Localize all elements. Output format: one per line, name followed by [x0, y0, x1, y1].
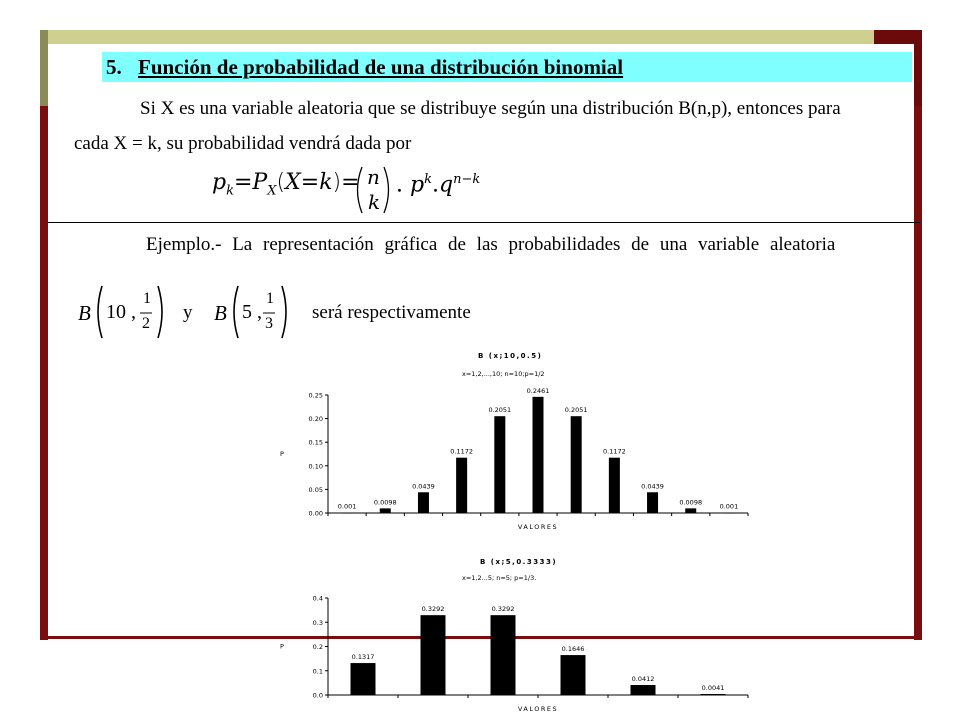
chart2-data-label: 0.1317: [351, 653, 375, 662]
chart1-bar: [342, 513, 353, 514]
chart1-y-tick-label: 0.05: [308, 485, 323, 494]
chart2-y-tick-label: 0.1: [312, 667, 323, 676]
binomial-k: k: [368, 190, 381, 214]
chart1-data-label: 0.2461: [526, 386, 550, 395]
dist2-numerator: 1: [266, 290, 274, 307]
chart1-data-label: 0.0098: [373, 498, 397, 507]
chart1-data-label: 0.0098: [679, 498, 703, 507]
example-tail: será respectivamente: [312, 302, 471, 323]
chart1-bar: [418, 492, 429, 513]
intro-line-2: cada X = k, su probabilidad vendrá dada por: [74, 133, 412, 154]
chart1-y-tick-label: 0.15: [308, 438, 323, 447]
chart2-y-tick-label: 0.3: [312, 618, 323, 627]
dist2-denominator: 3: [265, 315, 273, 332]
chart1-bar: [685, 508, 696, 513]
dist2-n: 5 ,: [242, 301, 262, 323]
formula-sub-X: X: [267, 183, 277, 199]
chart1-bar: [647, 492, 658, 513]
chart2-y-tick-label: 0.2: [312, 643, 323, 651]
chart2-bar: [561, 655, 586, 695]
chart1-data-label: 0.001: [719, 502, 739, 511]
formula-eq2: =: [300, 170, 320, 195]
chart1-y-tick-label: 0.10: [308, 462, 323, 471]
chart2-data-label: 0.3292: [491, 605, 515, 614]
section-title: Función de probabilidad de una distribución binomial: [138, 55, 624, 79]
dist1-numerator: 1: [143, 290, 151, 307]
dist1-right-paren: [158, 286, 162, 338]
formula-p2: p: [410, 172, 425, 198]
chart1-bar: [380, 508, 391, 513]
formula-eq1: =: [233, 170, 253, 195]
chart2-y-axis-label: P: [280, 642, 284, 651]
chart2-data-label: 0.0412: [631, 675, 655, 684]
chart1-subtitle: x=1,2,...,10; n=10;p=1/2: [462, 370, 545, 378]
formula-exp-k: k: [424, 172, 432, 187]
chart1-title: B (x;10,0.5): [478, 352, 543, 360]
slide-frame-left: [40, 30, 48, 640]
binomial-left-paren: [358, 167, 363, 213]
dist2-B: B: [214, 301, 227, 325]
formula-P: P: [252, 170, 268, 195]
binomial-right-paren: [384, 167, 389, 213]
chart2-data-label: 0.1646: [561, 645, 585, 654]
slide-frame-corner-right-edge: [914, 30, 922, 106]
chart1-data-label: 0.2051: [488, 406, 512, 415]
chart1-y-axis-label: P: [280, 450, 284, 458]
formula-exp-nk: n−k: [453, 172, 481, 187]
binomial-formula: [212, 170, 360, 198]
chart2-data-label: 0.3292: [421, 605, 445, 614]
chart1-y-tick-label: 0.00: [308, 509, 323, 518]
formula-rparen: ): [332, 170, 342, 195]
divider-line: [48, 222, 920, 223]
chart2-subtitle: x=1,2...5; n=5; p=1/3.: [462, 574, 537, 582]
formula-X: X: [285, 170, 301, 195]
chart1-y-tick-label: 0.25: [308, 391, 323, 400]
dist1-left-paren: [98, 286, 102, 338]
dist2-right-paren: [282, 286, 286, 338]
chart2-bar: [701, 694, 726, 695]
chart1-bar: [533, 397, 544, 513]
chart1-data-label: 0.1172: [450, 447, 474, 456]
formula-q: q: [438, 172, 454, 198]
dist1-denominator: 2: [142, 315, 150, 332]
binomial-n: n: [367, 165, 380, 189]
chart2-title: B (x;5,0.3333): [480, 558, 558, 566]
formula-k: k: [319, 170, 333, 195]
intro-line-1: Si X es una variable aleatoria que se distribuye según una distribución B(n,p), entonces para: [140, 98, 841, 119]
chart2-x-axis-label: VALORES: [517, 705, 559, 713]
dist2-left-paren: [234, 286, 238, 338]
formula-lparen: (: [276, 170, 286, 195]
chart2-y-tick-label: 0.4: [312, 594, 323, 603]
chart1-data-label: 0.2051: [564, 406, 588, 415]
chart1-data-label: 0.1172: [602, 447, 626, 456]
chart2-bar: [421, 615, 446, 695]
slide-frame-right: [914, 30, 922, 640]
conjunction-y: y: [183, 302, 193, 323]
formula-eq3: =: [341, 170, 360, 195]
chart2-bar: [351, 663, 376, 695]
chart2-y-tick-label: 0.0: [312, 691, 323, 700]
slide-frame-corner-left: [40, 30, 48, 106]
chart1-bar: [571, 416, 582, 513]
formula-dot1: .: [396, 172, 403, 198]
chart1-data-label: 0.0439: [412, 482, 435, 491]
formula-sub-k: k: [226, 183, 234, 199]
example-line-1: Ejemplo.- La representación gráfica de las probabilidades de una variable aleatoria: [146, 234, 836, 255]
chart2-bar-chart: [270, 584, 760, 720]
chart1-bar: [456, 458, 467, 513]
chart1-bar: [609, 458, 620, 513]
formula-tail: [396, 172, 480, 197]
formula-dot2: .: [431, 172, 439, 198]
dist1-B: B: [78, 301, 91, 325]
chart1-y-tick-label: 0.20: [308, 415, 323, 424]
section-number: 5.: [106, 55, 122, 79]
chart1-bar: [723, 513, 734, 514]
chart1-data-label: 0.0439: [641, 482, 664, 491]
chart1-data-label: 0.001: [337, 502, 357, 511]
chart1-x-axis-label: VALORES: [517, 523, 559, 531]
formula-p: p: [212, 170, 227, 195]
chart2-data-label: 0.0041: [701, 684, 725, 693]
chart2-bar: [491, 615, 516, 695]
slide-frame-top: [40, 30, 920, 44]
chart1-bar-chart: [270, 380, 760, 532]
chart1-bar: [494, 416, 505, 513]
chart2-bar: [631, 685, 656, 695]
dist1-n: 10 ,: [106, 301, 136, 323]
